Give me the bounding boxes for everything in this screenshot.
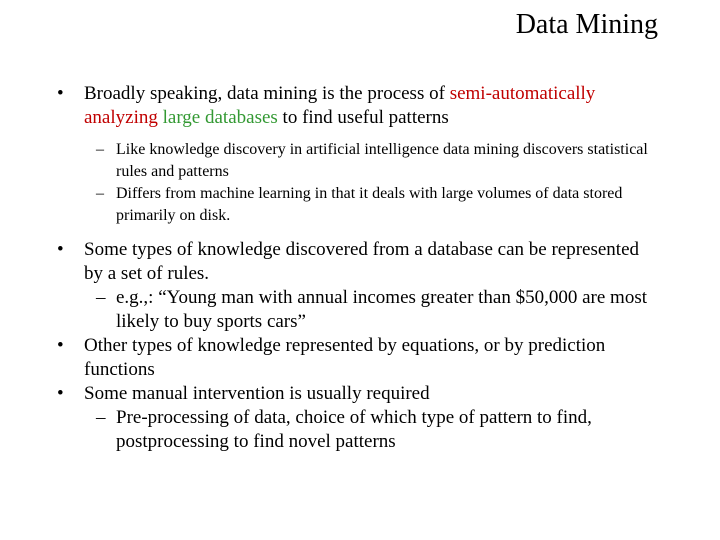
sub-bullet-item <box>0 406 720 454</box>
bullet-text: Other types of knowledge represented by equations, or by prediction functions <box>84 335 606 380</box>
sub-bullet-text: Differs from machine learning in that it deals with large volumes of data stored primarily on disk. <box>116 185 623 224</box>
sub-bullet-text: Pre-processing of data, choice of which type of pattern to find, postprocessing to find novel patterns <box>116 407 592 452</box>
bullet-item <box>0 382 720 406</box>
bullet-marker: • <box>57 335 64 356</box>
sub-bullet-item <box>0 286 720 334</box>
sub-bullet-marker: – <box>96 141 104 158</box>
bullet-text-end: to find useful patterns <box>277 107 449 128</box>
bullet-item <box>0 82 720 130</box>
bullet-text: Some manual intervention is usually required <box>84 383 430 404</box>
slide-title: Data Mining <box>515 9 658 40</box>
bullet-text: Some types of knowledge discovered from a database can be represented by a set of rules. <box>84 239 640 284</box>
bullet-marker: • <box>57 383 64 404</box>
bullet-item <box>0 334 720 382</box>
sub-bullet-item <box>0 183 720 227</box>
highlight-green-text: large databases <box>162 107 278 128</box>
sub-bullet-item <box>0 139 720 183</box>
sub-bullet-marker: – <box>96 185 104 202</box>
sub-bullet-marker: – <box>96 287 106 308</box>
bullet-marker: • <box>57 83 64 104</box>
bullet-text: Broadly speaking, data mining is the process of <box>84 83 450 104</box>
sub-bullet-text: Like knowledge discovery in artificial intelligence data mining discovers statistical rules and patterns <box>116 141 648 180</box>
bullet-item <box>0 238 720 286</box>
bullet-list <box>0 82 720 454</box>
highlight-red-text: semi-automatically analyzing <box>84 83 596 128</box>
sub-bullet-text: e.g.,: “Young man with annual incomes greater than $50,000 are most likely to buy sports cars” <box>116 287 648 332</box>
bullet-marker: • <box>57 239 64 260</box>
sub-bullet-marker: – <box>96 407 106 428</box>
